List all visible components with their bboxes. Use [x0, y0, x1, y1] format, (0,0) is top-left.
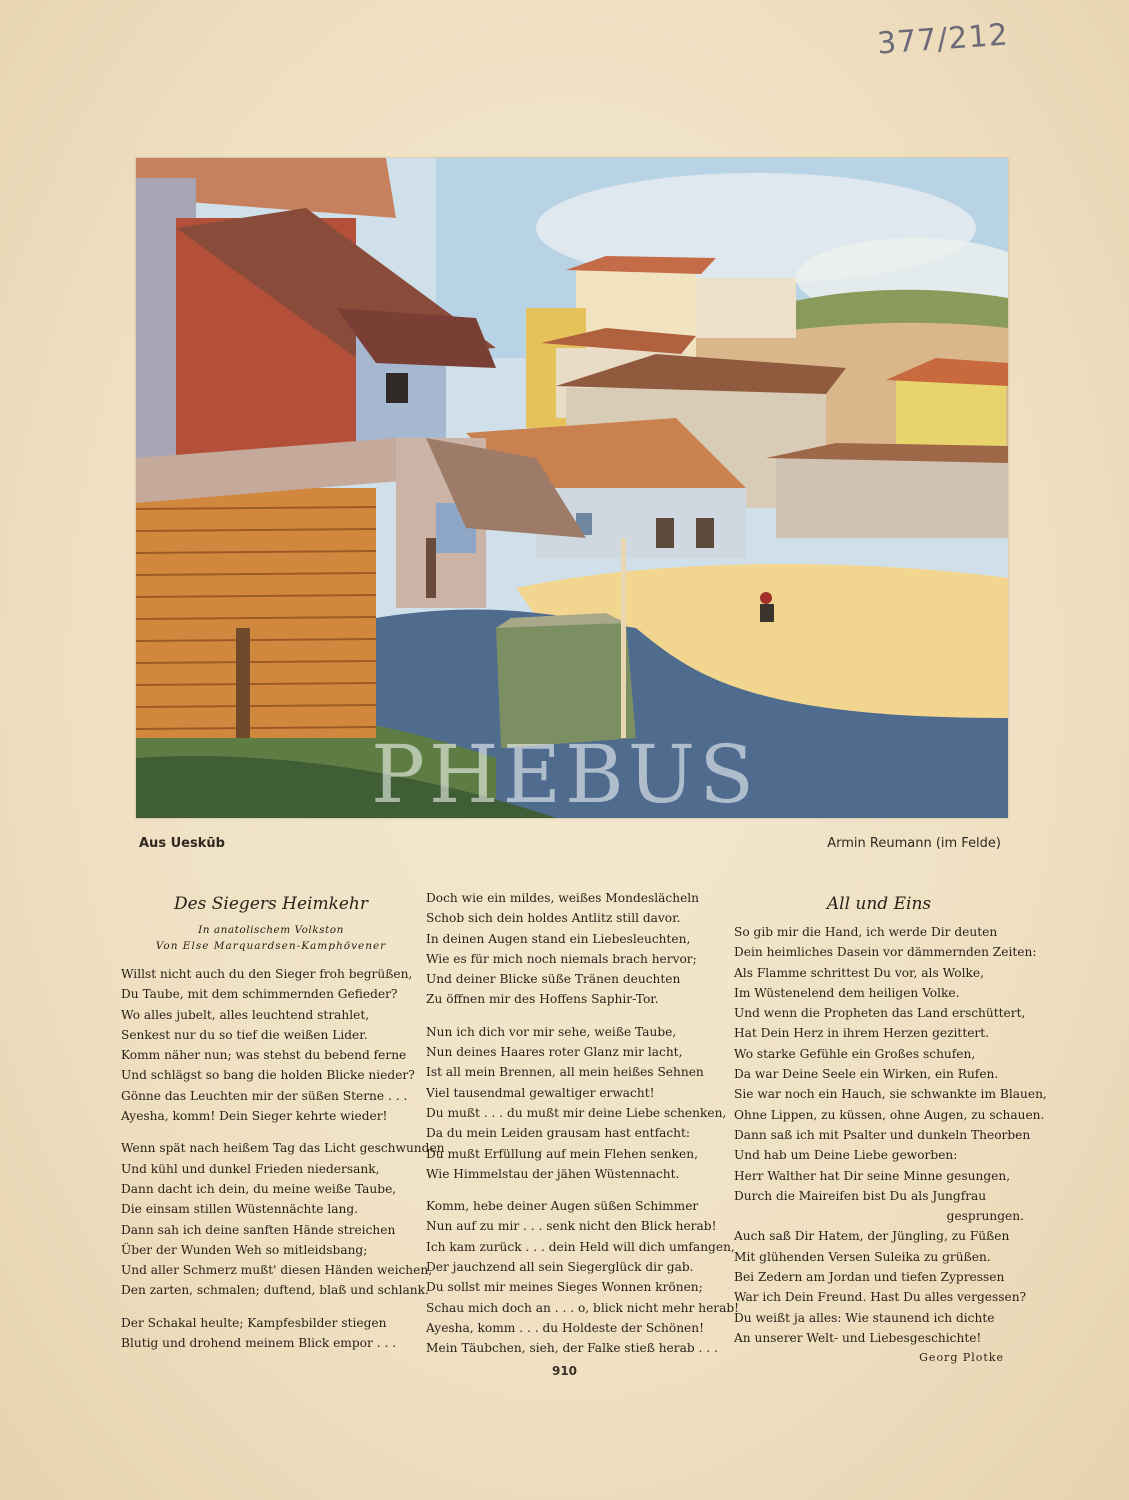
verse-line: Ayesha, komm! Dein Sieger kehrte wieder! — [121, 1109, 388, 1124]
verse-line: Ist all mein Brennen, all mein heißes Sehnen — [426, 1065, 704, 1080]
verse-line: Komm näher nun; was stehst du bebend ferne — [121, 1048, 407, 1063]
verse-line: Da du mein Leiden grausam hast entfacht: — [426, 1126, 691, 1141]
verse-line: Im Wüstenelend dem heiligen Volke. — [734, 985, 960, 1000]
column-3 — [734, 888, 1047, 1369]
verse-line: Nun ich dich vor mir sehe, weiße Taube, — [426, 1024, 677, 1039]
verse-line: Wo starke Gefühle ein Großes schufen, — [734, 1046, 976, 1061]
illustration-title: Aus Ueskūb — [139, 836, 225, 851]
verse-line: Nun auf zu mir . . . senk nicht den Blick herab! — [426, 1219, 717, 1234]
verse-line: Senkest nur du so tief die weißen Lider. — [121, 1027, 368, 1042]
verse-line: Komm, hebe deiner Augen süßen Schimmer — [426, 1199, 699, 1214]
verse-line: Dann sah ich deine sanften Hände streichen — [121, 1222, 396, 1237]
poem-title: All und Eins — [826, 894, 932, 914]
verse-line: Über der Wunden Weh so mitleidsbang; — [121, 1242, 368, 1257]
verse-line: Schob sich dein holdes Antlitz still davor. — [426, 911, 681, 926]
verse-line: Der Schakal heulte; Kampfesbilder stiegen — [121, 1315, 387, 1330]
verse-line: Dann saß ich mit Psalter und dunkeln Theorben — [734, 1127, 1031, 1142]
verse-line: Und schlägst so bang die holden Blicke nieder? — [121, 1068, 415, 1083]
poem-signature: Georg Plotke — [919, 1351, 1004, 1365]
verse-line: Herr Walther hat Dir seine Minne gesungen, — [734, 1168, 1011, 1183]
stanza — [426, 888, 726, 1010]
stanza — [121, 964, 421, 1126]
poem-subtitle: In anatolischem Volkston — [198, 924, 344, 936]
painting-illustration — [136, 158, 1008, 818]
verse-line: So gib mir die Hand, ich werde Dir deuten — [734, 925, 998, 939]
verse-line: Du weißt ja alles: Wie staunend ich dichte — [734, 1310, 995, 1325]
verse-line: Du sollst mir meines Sieges Wonnen krönen; — [426, 1280, 703, 1295]
stanza — [121, 1313, 421, 1354]
verse-line: Dein heimliches Dasein vor dämmernden Zeiten: — [734, 945, 1037, 960]
verse-line: Blutig und drohend meinem Blick empor . . . — [121, 1336, 397, 1351]
verse-line: Auch saß Dir Hatem, der Jüngling, zu Füßen — [734, 1229, 1010, 1244]
verse-line: Der jauchzend all sein Siegerglück dir gab. — [426, 1260, 694, 1275]
verse-line: In deinen Augen stand ein Liebesleuchten, — [426, 931, 691, 946]
verse-line: Die einsam stillen Wüstennächte lang. — [121, 1202, 359, 1217]
verse-line: Zu öffnen mir des Hoffens Saphir-Tor. — [426, 992, 659, 1007]
verse-line: Wenn spät nach heißem Tag das Licht geschwunden — [121, 1141, 445, 1156]
stanza — [426, 1196, 740, 1358]
verse-line: gesprungen. — [946, 1209, 1024, 1224]
verse-line: Willst nicht auch du den Sieger froh begrüßen, — [121, 967, 413, 981]
stanza — [121, 1138, 445, 1300]
stanza — [426, 1022, 726, 1184]
verse-line: Wie Himmelstau der jähen Wüstennacht. — [426, 1166, 680, 1181]
verse-line: War ich Dein Freund. Hast Du alles vergessen? — [734, 1290, 1027, 1305]
verse-line: Mit glühenden Versen Suleika zu grüßen. — [734, 1249, 991, 1264]
verse-line: Gönne das Leuchten mir der süßen Sterne . . . — [121, 1088, 408, 1103]
verse-line: Mein Täubchen, sieh, der Falke stieß herab . . . — [426, 1341, 718, 1356]
page-number: 910 — [551, 1364, 578, 1378]
poem-title: Des Siegers Heimkehr — [173, 894, 369, 914]
verse-line: Durch die Maireifen bist Du als Jungfrau — [734, 1188, 987, 1203]
handwritten-note: 377/212 — [876, 17, 1011, 62]
illustration-credit: Armin Reumann (im Felde) — [827, 836, 1001, 851]
verse-line: Du Taube, mit dem schimmernden Gefieder? — [121, 987, 398, 1002]
verse-line: Ich kam zurück . . . dein Held will dich umfangen, — [426, 1239, 735, 1254]
verse-line: Ayesha, komm . . . du Holdeste der Schönen! — [426, 1320, 705, 1335]
verse-line: Schau mich doch an . . . o, blick nicht mehr herab! — [426, 1300, 740, 1315]
verse-line: Ohne Lippen, zu küssen, ohne Augen, zu schauen. — [734, 1107, 1045, 1122]
verse-line: Und wenn die Propheten das Land erschüttert, — [734, 1006, 1026, 1021]
verse-line: Und hab um Deine Liebe geworben: — [734, 1148, 958, 1163]
verse-line: Viel tausendmal gewaltiger erwacht! — [426, 1085, 655, 1100]
verse-line: Wie es für mich noch niemals brach hervor; — [426, 951, 697, 966]
verse-line: Dann dacht ich dein, du meine weiße Taube, — [121, 1181, 397, 1196]
verse-line: Wo alles jubelt, alles leuchtend strahlet, — [121, 1007, 370, 1022]
verse-line: Du mußt . . . du mußt mir deine Liebe schenken, — [426, 1105, 727, 1120]
verse-line: Du mußt Erfüllung auf mein Flehen senken, — [426, 1146, 698, 1161]
verse-line: Und kühl und dunkel Frieden niedersank, — [121, 1161, 380, 1176]
poem-author: Von Else Marquardsen-Kamphövener — [155, 940, 387, 952]
watermark: PHEBUS — [370, 728, 758, 821]
verse-line: Da war Deine Seele ein Wirken, ein Rufen. — [734, 1067, 999, 1082]
verse-line: Hat Dein Herz in ihrem Herzen gezittert. — [734, 1026, 990, 1041]
verse-line: Bei Zedern am Jordan und tiefen Zypressen — [734, 1270, 1005, 1285]
column-2 — [426, 888, 740, 1371]
verse-line: Doch wie ein mildes, weißes Mondeslächeln — [426, 891, 700, 905]
verse-line: Den zarten, schmalen; duftend, blaß und schlank. — [121, 1283, 429, 1298]
verse-line: Nun deines Haares roter Glanz mir lacht, — [426, 1045, 683, 1060]
verse-line: An unserer Welt- und Liebesgeschichte! — [734, 1330, 982, 1345]
verse-line: Sie war noch ein Hauch, sie schwankte im Blauen, — [734, 1087, 1047, 1102]
verse-line: Und deiner Blicke süße Tränen deuchten — [426, 972, 681, 987]
verse-line: Als Flamme schrittest Du vor, als Wolke, — [734, 965, 984, 980]
verse-line: Und aller Schmerz mußt' diesen Händen weichen, — [121, 1263, 433, 1278]
column-1 — [121, 888, 445, 1365]
